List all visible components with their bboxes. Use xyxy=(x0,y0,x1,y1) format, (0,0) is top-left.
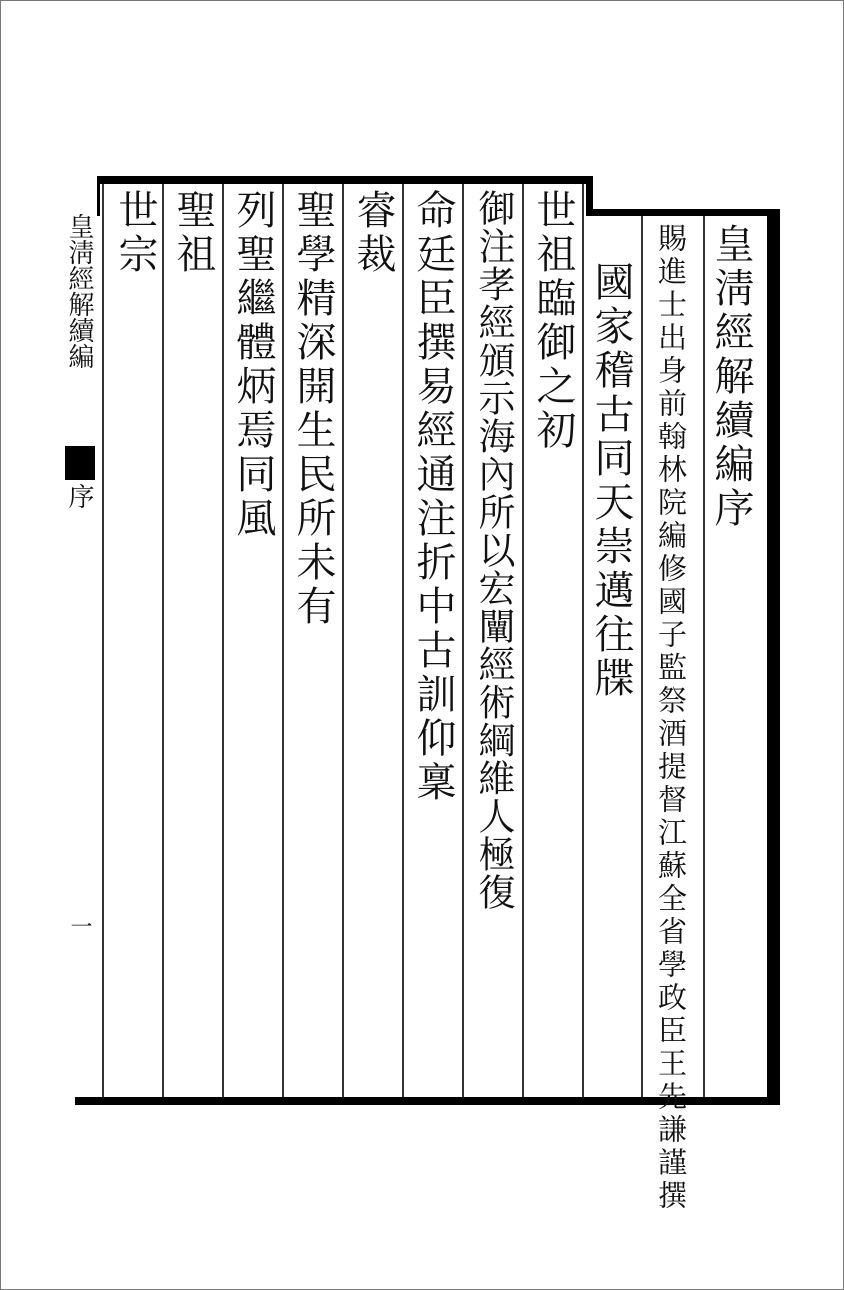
text-column-6: 聖學精深開生民所未有 xyxy=(290,189,336,629)
frame-left-stub xyxy=(97,176,100,216)
column-rule xyxy=(222,184,224,1097)
column-rule xyxy=(402,184,404,1097)
column-rule xyxy=(102,184,104,1097)
frame-right-border xyxy=(767,209,780,1105)
text-column-9: 世宗 xyxy=(112,189,158,277)
column-rule xyxy=(282,184,284,1097)
margin-page-number: 一 xyxy=(67,915,92,937)
text-column-4: 命廷臣撰易經通注折中古訓仰稟 xyxy=(410,189,456,805)
author-line: 賜進士出身前翰林院編修國子監祭酒提督江蘇全省學政臣王先謙謹撰 xyxy=(654,223,688,1213)
column-rule xyxy=(462,184,464,1097)
fish-tail-mark xyxy=(65,446,95,480)
text-column-7: 列聖繼體炳焉同風 xyxy=(230,189,276,541)
margin-section: 序 xyxy=(64,483,94,509)
column-rule xyxy=(162,184,164,1097)
column-rule xyxy=(641,216,643,1097)
column-rule xyxy=(582,184,584,1097)
text-column-5: 睿裁 xyxy=(350,189,396,277)
preface-title: 皇淸經解續編序 xyxy=(708,223,754,531)
column-rule xyxy=(703,216,705,1097)
text-column-2: 世祖臨御之初 xyxy=(530,189,576,453)
column-rule xyxy=(522,184,524,1097)
frame-top-border-right xyxy=(586,209,780,216)
margin-book-title: 皇淸經解續編 xyxy=(64,213,94,369)
text-column-8: 聖祖 xyxy=(170,189,216,277)
column-rule xyxy=(342,184,344,1097)
text-column-1: 國家稽古同天崇邁往牒 xyxy=(588,261,634,701)
frame-top-border-left xyxy=(97,176,593,184)
text-column-3: 御注孝經頒示海內所以宏闡經術綱維人極復 xyxy=(472,189,515,911)
